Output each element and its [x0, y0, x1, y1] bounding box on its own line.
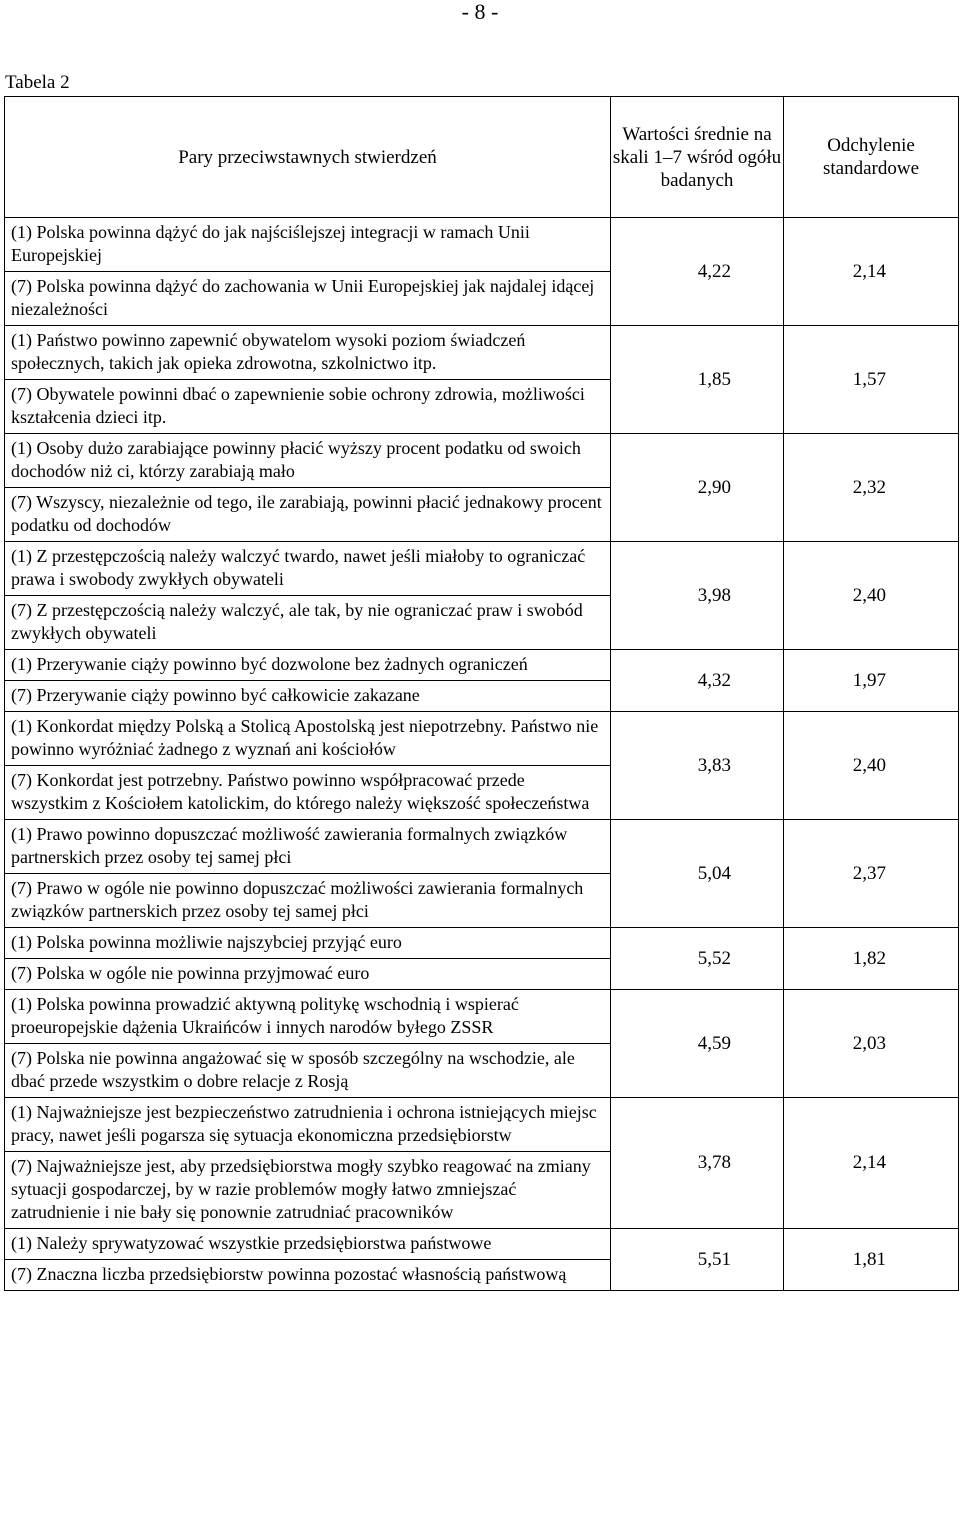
mean-value: 4,22	[611, 218, 784, 326]
statement-pair	[5, 1098, 611, 1229]
mean-value: 3,83	[611, 712, 784, 820]
table-caption: Tabela 2	[5, 72, 70, 93]
table-row	[5, 1229, 959, 1291]
table-row	[5, 712, 959, 820]
statement-1: (1) Z przestępczością należy walczyć twardo, nawet jeśli miałoby to ograniczać prawa i swobody zwykłych obywateli	[5, 542, 610, 596]
sd-value: 1,81	[784, 1229, 959, 1291]
table-row	[5, 928, 959, 990]
header-mean: Wartości średnie na skali 1–7 wśród ogółu badanych	[611, 97, 784, 218]
table-row	[5, 1098, 959, 1229]
mean-value: 5,04	[611, 820, 784, 928]
statement-pair	[5, 542, 611, 650]
statement-7: (7) Z przestępczością należy walczyć, ale tak, by nie ograniczać praw i swobód zwykłych obywateli	[11, 600, 583, 643]
table-row	[5, 326, 959, 434]
statement-7: (7) Polska w ogóle nie powinna przyjmować euro	[11, 963, 370, 983]
statement-1: (1) Najważniejsze jest bezpieczeństwo zatrudnienia i ochrona istniejących miejsc pracy, nawet jeśli pogarsza się sytuacja ekonomiczna przedsiębiorstw	[5, 1098, 610, 1152]
statement-7: (7) Polska powinna dążyć do zachowania w Unii Europejskiej jak najdalej idącej niezależności	[11, 276, 595, 319]
header-pairs: Pary przeciwstawnych stwierdzeń	[5, 97, 611, 218]
sd-value: 1,57	[784, 326, 959, 434]
statement-1: (1) Osoby dużo zarabiające powinny płacić wyższy procent podatku od swoich dochodów niż ci, którzy zarabiają mało	[5, 434, 610, 488]
sd-value: 2,40	[784, 542, 959, 650]
mean-value: 5,51	[611, 1229, 784, 1291]
statement-pair	[5, 650, 611, 712]
table-row	[5, 218, 959, 326]
header-sd: Odchylenie standardowe	[784, 97, 959, 218]
table-body	[5, 218, 959, 1291]
statements-table	[4, 96, 959, 1291]
table-row	[5, 434, 959, 542]
sd-value: 2,14	[784, 1098, 959, 1229]
table-row	[5, 820, 959, 928]
table-row	[5, 650, 959, 712]
statement-pair	[5, 218, 611, 326]
mean-value: 1,85	[611, 326, 784, 434]
statement-1: (1) Przerywanie ciąży powinno być dozwolone bez żadnych ograniczeń	[5, 650, 610, 681]
statement-1: (1) Prawo powinno dopuszczać możliwość zawierania formalnych związków partnerskich przez osoby tej samej płci	[5, 820, 610, 874]
statement-7: (7) Konkordat jest potrzebny. Państwo powinno współpracować przede wszystkim z Kościołem katolickim, do którego należy większość społeczeństwa	[11, 770, 590, 813]
statement-pair	[5, 712, 611, 820]
table-header-row	[5, 97, 959, 218]
mean-value: 4,59	[611, 990, 784, 1098]
statement-7: (7) Prawo w ogóle nie powinno dopuszczać możliwości zawierania formalnych związków partnerskich przez osoby tej samej płci	[11, 878, 584, 921]
statement-pair	[5, 434, 611, 542]
page-number: - 8 -	[461, 0, 499, 24]
mean-value: 2,90	[611, 434, 784, 542]
statement-1: (1) Należy sprywatyzować wszystkie przedsiębiorstwa państwowe	[5, 1229, 610, 1260]
statement-1: (1) Konkordat między Polską a Stolicą Apostolską jest niepotrzebny. Państwo nie powinno wyróżniać żadnego z wyznań ani kościołów	[5, 712, 610, 766]
statement-pair	[5, 1229, 611, 1291]
statement-7: (7) Przerywanie ciąży powinno być całkowicie zakazane	[11, 685, 420, 705]
statement-pair	[5, 820, 611, 928]
statement-7: (7) Obywatele powinni dbać o zapewnienie sobie ochrony zdrowia, możliwości kształcenia dzieci itp.	[11, 384, 585, 427]
sd-value: 2,37	[784, 820, 959, 928]
statement-1: (1) Polska powinna dążyć do jak najściślejszej integracji w ramach Unii Europejskiej	[5, 218, 610, 272]
statement-pair	[5, 928, 611, 990]
table-row	[5, 990, 959, 1098]
statement-7: (7) Najważniejsze jest, aby przedsiębiorstwa mogły szybko reagować na zmiany sytuacji gospodarczej, by w razie problemów mogły łatwo zmniejszać zatrudnienie i nie bały się ponownie zatrudniać pracowników	[11, 1156, 591, 1222]
sd-value: 2,40	[784, 712, 959, 820]
statement-1: (1) Polska powinna prowadzić aktywną politykę wschodnią i wspierać proeuropejskie dążenia Ukraińców i innych narodów byłego ZSSR	[5, 990, 610, 1044]
statement-pair	[5, 990, 611, 1098]
table-row	[5, 542, 959, 650]
statement-1: (1) Polska powinna możliwie najszybciej przyjąć euro	[5, 928, 610, 959]
statement-1: (1) Państwo powinno zapewnić obywatelom wysoki poziom świadczeń społecznych, takich jak opieka zdrowotna, szkolnictwo itp.	[5, 326, 610, 380]
sd-value: 2,14	[784, 218, 959, 326]
mean-value: 3,78	[611, 1098, 784, 1229]
sd-value: 1,82	[784, 928, 959, 990]
sd-value: 2,03	[784, 990, 959, 1098]
mean-value: 5,52	[611, 928, 784, 990]
statement-7: (7) Wszyscy, niezależnie od tego, ile zarabiają, powinni płacić jednakowy procent podatku od dochodów	[11, 492, 602, 535]
sd-value: 1,97	[784, 650, 959, 712]
statement-pair	[5, 326, 611, 434]
sd-value: 2,32	[784, 434, 959, 542]
statement-7: (7) Polska nie powinna angażować się w sposób szczególny na wschodzie, ale dbać przede wszystkim o dobre relacje z Rosją	[11, 1048, 575, 1091]
statement-7: (7) Znaczna liczba przedsiębiorstw powinna pozostać własnością państwową	[11, 1264, 567, 1284]
mean-value: 3,98	[611, 542, 784, 650]
mean-value: 4,32	[611, 650, 784, 712]
